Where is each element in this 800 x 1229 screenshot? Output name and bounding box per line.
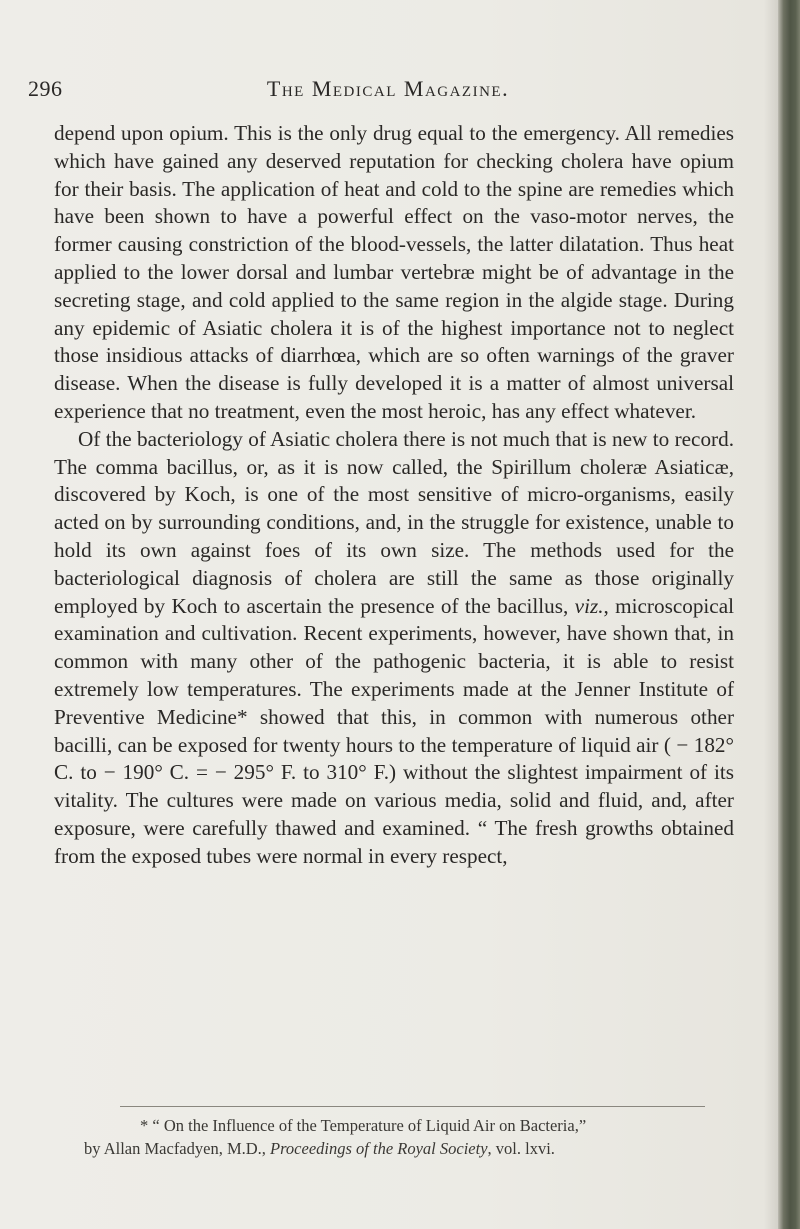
running-title: The Medical Magazine. xyxy=(266,76,510,101)
footnote-line-2 xyxy=(84,1137,734,1160)
paragraph-2-part-b: , microscopical examination and cultivation. Recent experiments, however, have shown that, in common with many other of the pathogenic bacteria, it is able to resist extremely low temperatures. The experiments made at the Jenner Institute of Preventive Medicine* showed that this, in common with numerous other bacilli, can be exposed for twenty hours to the temperature of liquid air ( − 182° C. to − 190° C. = − 295° F. to 310° F.) without the slightest impairment of its vitality. The cultures were made on various media, solid and fluid, and, after exposure, were carefully thawed and examined. “ The fresh growths obtained from the exposed tubes were normal in every respect, xyxy=(54,593,735,868)
paragraph-2 xyxy=(54,426,734,871)
page-edge-shadow xyxy=(764,0,778,1229)
abbrev-viz: viz. xyxy=(574,593,604,618)
footnote-author: by Allan Macfadyen, M.D., xyxy=(84,1139,266,1158)
paragraph-2-part-a: Of the bacteriology of Asiatic cholera there is not much that is new to record. The comma bacillus, or, as it is now called, the Spirillum choleræ Asiaticæ, discovered by Koch, is one of the most sensitive of micro-organisms, easily acted on by surrounding conditions, and, in the struggle for existence, unable to hold its own against foes of its own size. The methods used for the bacteriological diagnosis of cholera are still the same as those originally employed by Koch to ascertain the presence of the bacillus, xyxy=(54,426,734,618)
body-text xyxy=(54,120,734,871)
page-binding-edge xyxy=(778,0,800,1229)
page-number: 296 xyxy=(28,76,63,101)
footnote-journal: Proceedings of the Royal Society xyxy=(270,1139,488,1158)
footnote xyxy=(84,1114,734,1160)
footnote-line-1: * “ On the Influence of the Temperature of Liquid Air on Bacteria,” xyxy=(140,1116,587,1135)
page-header xyxy=(28,76,748,106)
paragraph-1: depend upon opium. This is the only drug equal to the emergency. All remedies which have gained any deserved reputation for checking cholera have opium for their basis. The application of heat and cold to the spine are remedies which have been shown to have a powerful effect on the vaso-motor nerves, the former causing constriction of the blood-vessels, the latter dilatation. Thus heat applied to the lower dorsal and lumbar vertebræ might be of advantage in the secreting stage, and cold applied to the same region in the algide stage. During any epidemic of Asiatic cholera it is of the highest importance not to neglect those insidious attacks of diarrhœa, which are so often warnings of the graver disease. When the disease is fully developed it is a matter of almost universal experience that no treatment, even the most heroic, has any effect whatever. xyxy=(54,121,734,423)
footnote-rule xyxy=(120,1106,705,1107)
footnote-volume: , vol. lxvi. xyxy=(487,1139,555,1158)
